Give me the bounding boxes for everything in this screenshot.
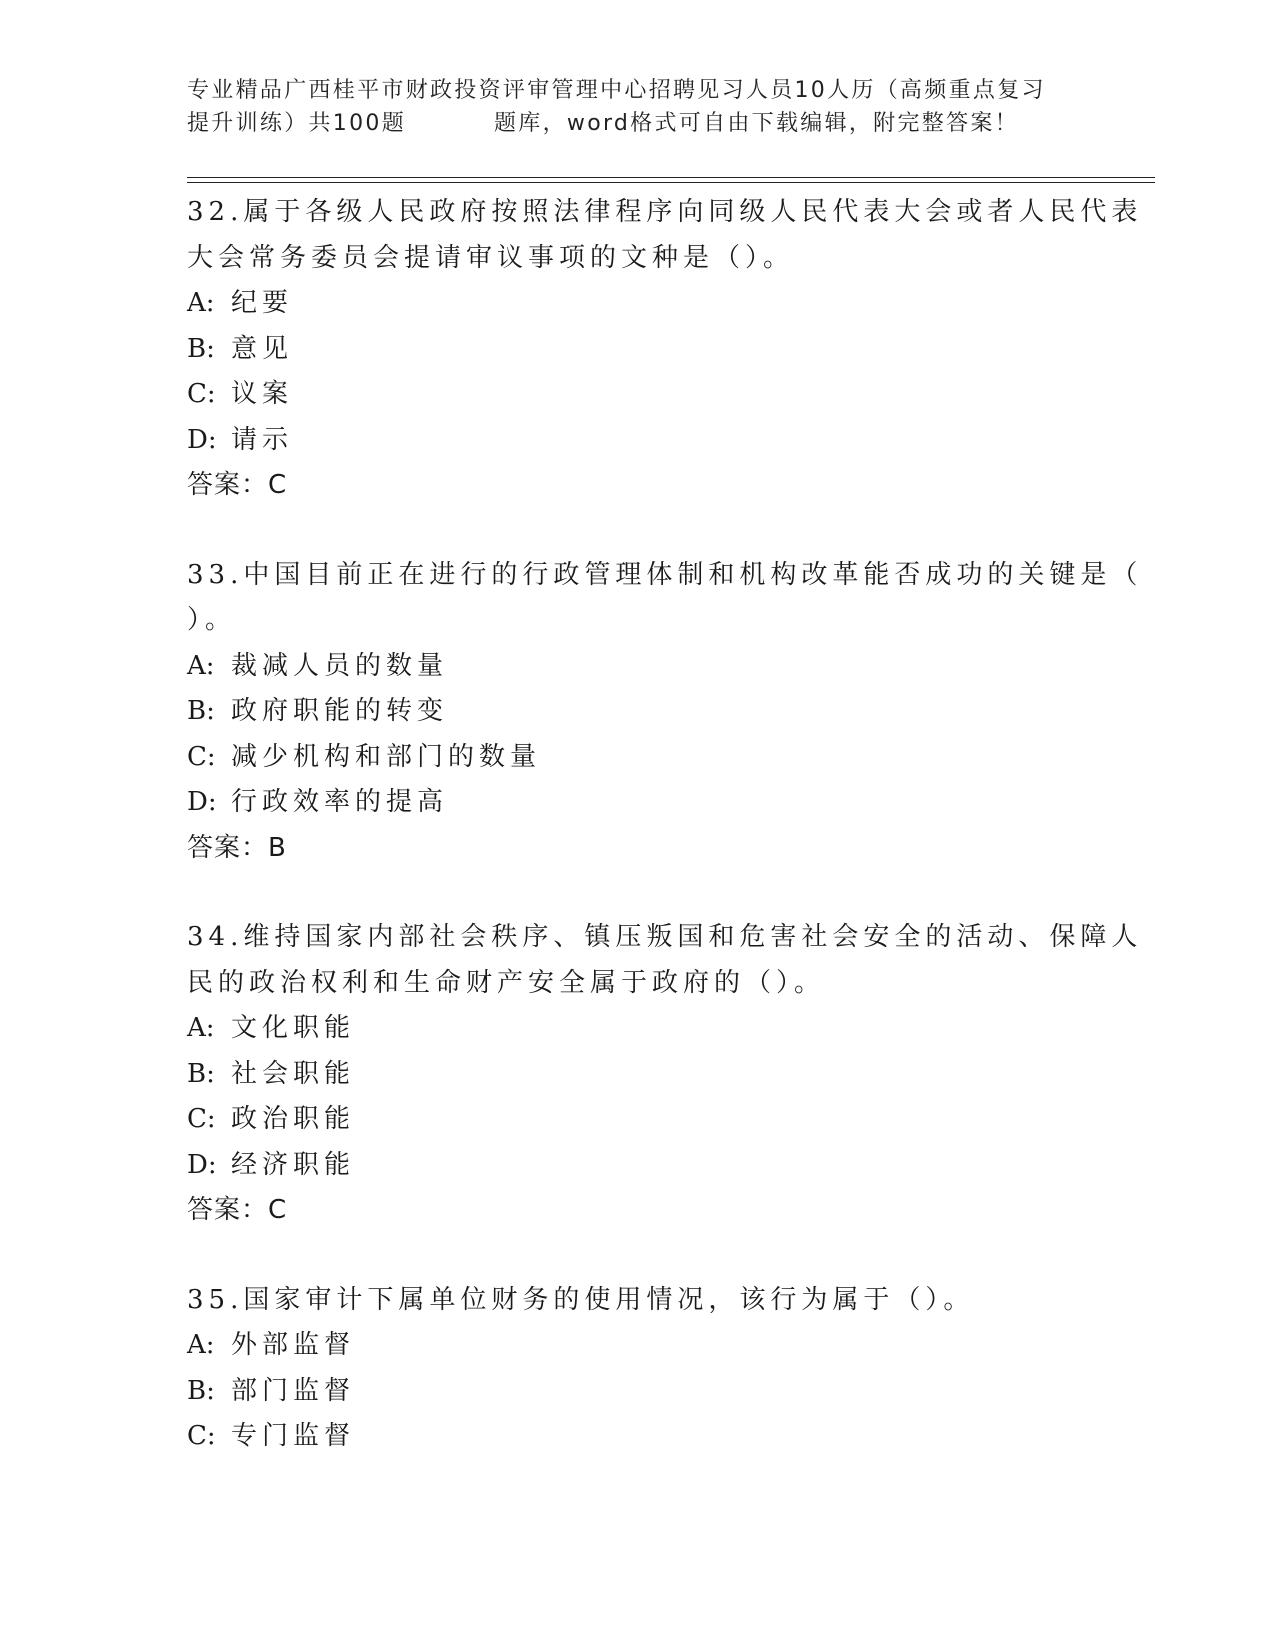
option-text: 议案 bbox=[231, 379, 294, 409]
option-b bbox=[187, 1052, 1087, 1098]
option-a bbox=[187, 1006, 1087, 1052]
option-label: B: bbox=[187, 1058, 215, 1089]
header-line-2-right: 题库，word格式可自由下载编辑，附完整答案！ bbox=[494, 111, 1019, 136]
option-d bbox=[187, 418, 1087, 464]
question-stem-line: 34.维持国家内部社会秩序、镇压叛国和危害社会安全的活动、保障人 bbox=[187, 922, 1143, 952]
document-header bbox=[187, 74, 1087, 140]
option-a bbox=[187, 644, 1087, 690]
option-label: B: bbox=[187, 333, 215, 364]
question-35 bbox=[187, 1278, 1087, 1460]
option-label: A: bbox=[187, 288, 215, 318]
option-text: 部门监督 bbox=[231, 1375, 356, 1406]
header-rule-bottom bbox=[187, 182, 1155, 183]
option-label: D: bbox=[187, 424, 217, 455]
option-a bbox=[187, 1323, 1087, 1369]
question-33 bbox=[187, 553, 1143, 872]
option-text: 政府职能的转变 bbox=[231, 696, 449, 726]
header-rule-top bbox=[187, 177, 1155, 178]
option-text: 专门监督 bbox=[231, 1421, 356, 1451]
option-label: C: bbox=[187, 741, 216, 772]
header-line-2 bbox=[187, 107, 1087, 140]
question-stem-line: 民的政治权利和生命财产安全属于政府的（）。 bbox=[187, 967, 826, 998]
option-label: C: bbox=[187, 379, 216, 409]
question-stem-line: 35.国家审计下属单位财务的使用情况，该行为属于（）。 bbox=[187, 1284, 975, 1315]
option-text: 经济职能 bbox=[231, 1149, 356, 1180]
question-34 bbox=[187, 915, 1143, 1234]
header-line-2-left: 提升训练）共100题 bbox=[187, 111, 406, 136]
option-label: A: bbox=[187, 1330, 215, 1360]
option-label: B: bbox=[187, 696, 215, 726]
option-label: C: bbox=[187, 1421, 216, 1451]
option-c bbox=[187, 1097, 1087, 1143]
option-text: 裁减人员的数量 bbox=[231, 650, 449, 681]
option-label: C: bbox=[187, 1104, 216, 1134]
option-text: 意见 bbox=[231, 333, 294, 364]
option-a bbox=[187, 281, 1087, 327]
answer-line: 答案：B bbox=[187, 832, 287, 863]
option-text: 行政效率的提高 bbox=[231, 787, 449, 817]
question-stem-line: 32.属于各级人民政府按照法律程序向同级人民代表大会或者人民代表 bbox=[187, 197, 1143, 227]
answer-line: 答案：C bbox=[187, 1195, 288, 1225]
option-label: A: bbox=[187, 1013, 215, 1043]
option-b bbox=[187, 1369, 1087, 1415]
option-label: A: bbox=[187, 650, 215, 681]
question-list bbox=[187, 190, 1143, 1504]
option-text: 社会职能 bbox=[231, 1058, 356, 1089]
option-text: 政治职能 bbox=[231, 1104, 356, 1134]
question-stem-line: ）。 bbox=[187, 605, 237, 635]
option-b bbox=[187, 327, 1087, 373]
option-text: 文化职能 bbox=[231, 1013, 356, 1043]
option-c bbox=[187, 372, 1087, 418]
option-d bbox=[187, 1143, 1087, 1189]
question-stem-line: 大会常务委员会提请审议事项的文种是（）。 bbox=[187, 242, 795, 273]
option-text: 外部监督 bbox=[231, 1330, 356, 1360]
option-label: D: bbox=[187, 787, 217, 817]
question-32 bbox=[187, 190, 1143, 509]
option-label: B: bbox=[187, 1375, 215, 1406]
header-line-1: 专业精品广西桂平市财政投资评审管理中心招聘见习人员10人历（高频重点复习 bbox=[187, 78, 1046, 103]
option-text: 请示 bbox=[231, 424, 294, 455]
option-text: 减少机构和部门的数量 bbox=[231, 741, 542, 772]
answer-line: 答案：C bbox=[187, 470, 288, 500]
option-b bbox=[187, 689, 1087, 735]
option-d bbox=[187, 780, 1087, 826]
question-stem-line: 33.中国目前正在进行的行政管理体制和机构改革能否成功的关键是（ bbox=[187, 559, 1143, 590]
option-text: 纪要 bbox=[231, 288, 294, 318]
option-c bbox=[187, 735, 1087, 781]
option-c bbox=[187, 1414, 1087, 1460]
option-label: D: bbox=[187, 1149, 217, 1180]
